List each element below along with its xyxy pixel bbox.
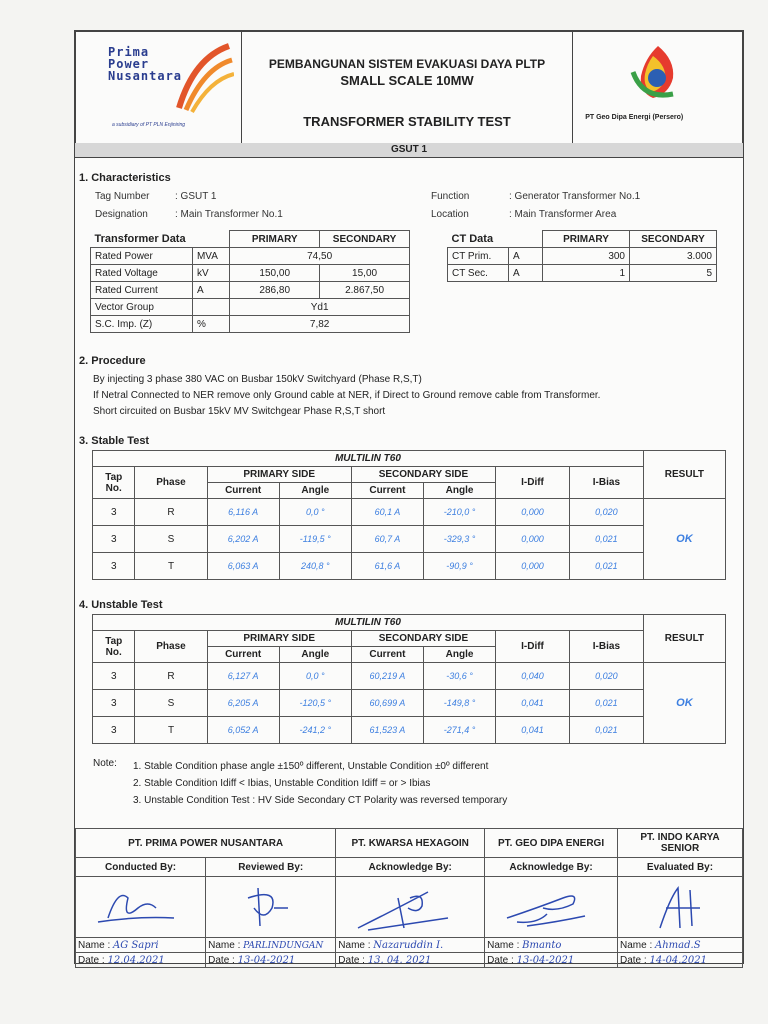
ibias-header: I-Bias bbox=[569, 631, 643, 663]
table-row bbox=[93, 690, 726, 717]
location-value: : Main Transformer Area bbox=[509, 209, 617, 220]
current-header: Current bbox=[207, 647, 279, 663]
tap-header: Tap bbox=[105, 635, 123, 647]
row-unit: MVA bbox=[192, 248, 229, 265]
primary-current-cell: 6,052 A bbox=[207, 717, 279, 744]
primary-angle-cell: -241,2 ° bbox=[279, 717, 351, 744]
row-name: CT Prim. bbox=[448, 248, 509, 265]
idiff-cell: 0,000 bbox=[496, 499, 570, 526]
secondary-angle-cell: -30,6 ° bbox=[424, 663, 496, 690]
company-subsidiary: a subsidiary of PT PLN Enjiniring bbox=[112, 122, 186, 128]
signature-4 bbox=[485, 877, 618, 938]
secondary-side-header: SECONDARY SIDE bbox=[351, 631, 495, 647]
phase-cell: S bbox=[135, 690, 207, 717]
title-line-2: SMALL SCALE 10MW bbox=[340, 73, 474, 88]
secondary-angle-cell: -210,0 ° bbox=[424, 499, 496, 526]
signature-2-icon bbox=[208, 878, 328, 934]
phase-cell: R bbox=[135, 663, 207, 690]
date-label: Date : bbox=[338, 954, 365, 966]
role-acknowledge-1: Acknowledge By: bbox=[336, 858, 485, 877]
table-row bbox=[93, 499, 726, 526]
unstable-test-table bbox=[92, 614, 726, 744]
role-reviewed: Reviewed By: bbox=[206, 858, 336, 877]
ibias-header: I-Bias bbox=[569, 467, 643, 499]
primary-current-cell: 6,202 A bbox=[207, 526, 279, 553]
row-name: Vector Group bbox=[91, 299, 193, 316]
signature-1-icon bbox=[78, 878, 198, 934]
procedure-line: If Netral Connected to NER remove only Ground cable at NER, if Direct to Ground remove cable from Transformer. bbox=[93, 390, 601, 401]
swoosh-logo-icon bbox=[174, 38, 234, 118]
row-name: Rated Current bbox=[91, 282, 193, 299]
signer-name: PARLINDUNGAN bbox=[243, 940, 324, 951]
secondary-current-cell: 60,219 A bbox=[351, 663, 423, 690]
section-heading-characteristics: 1. Characteristics bbox=[79, 172, 171, 184]
note-line: 3. Unstable Condition Test : HV Side Secondary CT Polarity was reversed temporary bbox=[133, 795, 508, 806]
signature-1 bbox=[76, 877, 206, 938]
signed-date: 13. 04. 2021 bbox=[367, 954, 432, 966]
secondary-current-cell: 60,699 A bbox=[351, 690, 423, 717]
date-label: Date : bbox=[78, 954, 105, 966]
geo-dipa-logo-icon bbox=[623, 42, 693, 104]
tag-number-value: : GSUT 1 bbox=[175, 191, 217, 202]
signer-name: AG Sapri bbox=[113, 939, 159, 951]
secondary-current-cell: 61,523 A bbox=[351, 717, 423, 744]
date-cell bbox=[76, 953, 206, 968]
section-heading-procedure: 2. Procedure bbox=[79, 355, 146, 367]
phase-cell: S bbox=[135, 526, 207, 553]
name-label: Name : bbox=[78, 939, 111, 951]
row-name: S.C. Imp. (Z) bbox=[91, 316, 193, 333]
table-row bbox=[448, 248, 717, 265]
tap-no-header: No. bbox=[105, 646, 122, 658]
ibias-cell: 0,020 bbox=[569, 663, 643, 690]
secondary-angle-cell: -149,8 ° bbox=[424, 690, 496, 717]
row-secondary: 3.000 bbox=[630, 248, 717, 265]
idiff-cell: 0,041 bbox=[496, 717, 570, 744]
phase-cell: T bbox=[135, 553, 207, 580]
test-sheet bbox=[74, 30, 744, 964]
primary-current-cell: 6,127 A bbox=[207, 663, 279, 690]
result-header: RESULT bbox=[643, 451, 725, 499]
primary-side-header: PRIMARY SIDE bbox=[207, 631, 351, 647]
primary-current-cell: 6,116 A bbox=[207, 499, 279, 526]
idiff-cell: 0,041 bbox=[496, 690, 570, 717]
idiff-header: I-Diff bbox=[496, 467, 570, 499]
ibias-cell: 0,021 bbox=[569, 690, 643, 717]
client-name: PT Geo Dipa Energi (Persero) bbox=[585, 114, 684, 121]
role-acknowledge-2: Acknowledge By: bbox=[485, 858, 618, 877]
procedure-line: By injecting 3 phase 380 VAC on Busbar 150kV Switchyard (Phase R,S,T) bbox=[93, 374, 422, 385]
secondary-current-cell: 61,6 A bbox=[351, 553, 423, 580]
row-unit: A bbox=[192, 282, 229, 299]
phase-cell: R bbox=[135, 499, 207, 526]
date-cell bbox=[485, 953, 618, 968]
relay-name: MULTILIN T60 bbox=[93, 615, 644, 631]
idiff-cell: 0,000 bbox=[496, 526, 570, 553]
table-row bbox=[93, 717, 726, 744]
angle-header: Angle bbox=[424, 483, 496, 499]
ibias-cell: 0,021 bbox=[569, 717, 643, 744]
note-line: 2. Stable Condition Idiff < Ibias, Unstable Condition Idiff = or > Ibias bbox=[133, 778, 431, 789]
function-value: : Generator Transformer No.1 bbox=[509, 191, 641, 202]
table-row bbox=[91, 299, 410, 316]
tap-cell: 3 bbox=[93, 690, 135, 717]
table-row bbox=[91, 248, 410, 265]
signed-date: 13-04-2021 bbox=[516, 954, 575, 966]
angle-header: Angle bbox=[279, 647, 351, 663]
name-cell bbox=[485, 938, 618, 953]
table-row bbox=[91, 265, 410, 282]
date-label: Date : bbox=[620, 954, 647, 966]
signed-date: 13-04-2021 bbox=[237, 954, 296, 966]
section-heading-unstable-test: 4. Unstable Test bbox=[79, 599, 163, 611]
current-header: Current bbox=[207, 483, 279, 499]
idiff-cell: 0,040 bbox=[496, 663, 570, 690]
signature-4-icon bbox=[487, 878, 611, 934]
primary-current-cell: 6,063 A bbox=[207, 553, 279, 580]
ibias-cell: 0,020 bbox=[569, 499, 643, 526]
section-heading-stable-test: 3. Stable Test bbox=[79, 435, 150, 447]
primary-side-header: PRIMARY SIDE bbox=[207, 467, 351, 483]
signer-name: Ahmad.S bbox=[655, 939, 701, 951]
primary-angle-cell: 0,0 ° bbox=[279, 663, 351, 690]
document-title bbox=[241, 32, 572, 145]
org-prima-power: PT. PRIMA POWER NUSANTARA bbox=[76, 829, 336, 858]
stable-test-table bbox=[92, 450, 726, 580]
row-unit: % bbox=[192, 316, 229, 333]
primary-angle-cell: -119,5 ° bbox=[279, 526, 351, 553]
table-row bbox=[93, 553, 726, 580]
client-logo-cell bbox=[573, 32, 743, 145]
name-cell bbox=[206, 938, 336, 953]
ibias-cell: 0,021 bbox=[569, 526, 643, 553]
result-cell: OK bbox=[643, 663, 725, 744]
col-secondary: SECONDARY bbox=[630, 231, 717, 248]
function-label: Function bbox=[431, 191, 470, 202]
procedure-text bbox=[93, 372, 600, 420]
row-unit: kV bbox=[192, 265, 229, 282]
row-value: Yd1 bbox=[230, 299, 410, 316]
secondary-side-header: SECONDARY SIDE bbox=[351, 467, 495, 483]
primary-angle-cell: 0,0 ° bbox=[279, 499, 351, 526]
secondary-angle-cell: -90,9 ° bbox=[424, 553, 496, 580]
name-cell bbox=[76, 938, 206, 953]
role-conducted: Conducted By: bbox=[76, 858, 206, 877]
phase-header: Phase bbox=[135, 467, 207, 499]
row-secondary: 15,00 bbox=[320, 265, 410, 282]
secondary-current-cell: 60,1 A bbox=[351, 499, 423, 526]
org-indo-karya: PT. INDO KARYA SENIOR bbox=[618, 829, 743, 858]
org-geo-dipa: PT. GEO DIPA ENERGI bbox=[485, 829, 618, 858]
row-primary: 286,80 bbox=[230, 282, 320, 299]
tap-header: Tap bbox=[105, 471, 123, 483]
name-label: Name : bbox=[338, 939, 371, 951]
table-row bbox=[91, 316, 410, 333]
signature-3-icon bbox=[338, 878, 478, 934]
phase-cell: T bbox=[135, 717, 207, 744]
signer-name: Nazaruddin I. bbox=[373, 939, 444, 951]
col-primary: PRIMARY bbox=[543, 231, 630, 248]
date-label: Date : bbox=[208, 954, 235, 966]
row-name: Rated Power bbox=[91, 248, 193, 265]
current-header: Current bbox=[351, 483, 423, 499]
primary-angle-cell: 240,8 ° bbox=[279, 553, 351, 580]
ct-data-title: CT Data bbox=[448, 231, 543, 248]
location-label: Location bbox=[431, 209, 469, 220]
row-value: 7,82 bbox=[230, 316, 410, 333]
phase-header: Phase bbox=[135, 631, 207, 663]
notes-label: Note: bbox=[93, 758, 117, 769]
row-name: CT Sec. bbox=[448, 265, 509, 282]
date-cell bbox=[206, 953, 336, 968]
row-primary: 300 bbox=[543, 248, 630, 265]
title-line-1: PEMBANGUNAN SISTEM EVAKUASI DAYA PLTP bbox=[268, 57, 546, 71]
company-logo-cell bbox=[76, 32, 242, 145]
tap-cell: 3 bbox=[93, 717, 135, 744]
tap-cell: 3 bbox=[93, 499, 135, 526]
row-unit: A bbox=[509, 265, 543, 282]
result-cell: OK bbox=[643, 499, 725, 580]
table-row bbox=[93, 663, 726, 690]
designation-value: : Main Transformer No.1 bbox=[175, 209, 283, 220]
transformer-data-title: Transformer Data bbox=[91, 231, 230, 248]
date-cell bbox=[618, 953, 743, 968]
secondary-angle-cell: -271,4 ° bbox=[424, 717, 496, 744]
company-logo-text: Prima Power Nusantara bbox=[108, 45, 183, 83]
header-table bbox=[75, 31, 743, 145]
row-primary: 150,00 bbox=[230, 265, 320, 282]
name-cell bbox=[618, 938, 743, 953]
primary-current-cell: 6,205 A bbox=[207, 690, 279, 717]
tag-band: GSUT 1 bbox=[75, 143, 743, 158]
signature-2 bbox=[206, 877, 336, 938]
signature-table bbox=[75, 828, 743, 968]
name-label: Name : bbox=[487, 939, 520, 951]
idiff-header: I-Diff bbox=[496, 631, 570, 663]
tap-cell: 3 bbox=[93, 526, 135, 553]
angle-header: Angle bbox=[424, 647, 496, 663]
signed-date: 14-04.2021 bbox=[649, 954, 707, 966]
table-row bbox=[93, 526, 726, 553]
secondary-current-cell: 60,7 A bbox=[351, 526, 423, 553]
designation-label: Designation bbox=[95, 209, 148, 220]
role-evaluated: Evaluated By: bbox=[618, 858, 743, 877]
row-unit: A bbox=[509, 248, 543, 265]
result-header: RESULT bbox=[643, 615, 725, 663]
tag-number-label: Tag Number bbox=[95, 191, 150, 202]
row-primary: 1 bbox=[543, 265, 630, 282]
angle-header: Angle bbox=[279, 483, 351, 499]
signature-3 bbox=[336, 877, 485, 938]
name-cell bbox=[336, 938, 485, 953]
signature-5-icon bbox=[620, 878, 740, 934]
tap-no-header: No. bbox=[105, 482, 122, 494]
title-line-3: TRANSFORMER STABILITY TEST bbox=[303, 114, 511, 129]
note-line: 1. Stable Condition phase angle ±150º different, Unstable Condition ±0º different bbox=[133, 761, 489, 772]
table-row bbox=[448, 265, 717, 282]
current-header: Current bbox=[351, 647, 423, 663]
notes-list bbox=[133, 758, 507, 809]
ibias-cell: 0,021 bbox=[569, 553, 643, 580]
org-kwarsa-hexagoin: PT. KWARSA HEXAGOIN bbox=[336, 829, 485, 858]
ct-data-table bbox=[447, 230, 717, 282]
relay-name: MULTILIN T60 bbox=[93, 451, 644, 467]
signer-name: Bmanto bbox=[522, 939, 562, 951]
name-label: Name : bbox=[208, 939, 241, 951]
row-value: 74,50 bbox=[230, 248, 410, 265]
signature-5 bbox=[618, 877, 743, 938]
signed-date: 12.04.2021 bbox=[107, 954, 165, 966]
tap-cell: 3 bbox=[93, 663, 135, 690]
procedure-line: Short circuited on Busbar 15kV MV Switchgear Phase R,S,T short bbox=[93, 406, 386, 417]
date-cell bbox=[336, 953, 485, 968]
date-label: Date : bbox=[487, 954, 514, 966]
row-unit bbox=[192, 299, 229, 316]
primary-angle-cell: -120,5 ° bbox=[279, 690, 351, 717]
row-name: Rated Voltage bbox=[91, 265, 193, 282]
col-primary: PRIMARY bbox=[230, 231, 320, 248]
secondary-angle-cell: -329,3 ° bbox=[424, 526, 496, 553]
name-label: Name : bbox=[620, 939, 653, 951]
transformer-data-table bbox=[90, 230, 410, 333]
col-secondary: SECONDARY bbox=[320, 231, 410, 248]
tap-cell: 3 bbox=[93, 553, 135, 580]
table-row bbox=[91, 282, 410, 299]
idiff-cell: 0,000 bbox=[496, 553, 570, 580]
row-secondary: 5 bbox=[630, 265, 717, 282]
row-secondary: 2.867,50 bbox=[320, 282, 410, 299]
